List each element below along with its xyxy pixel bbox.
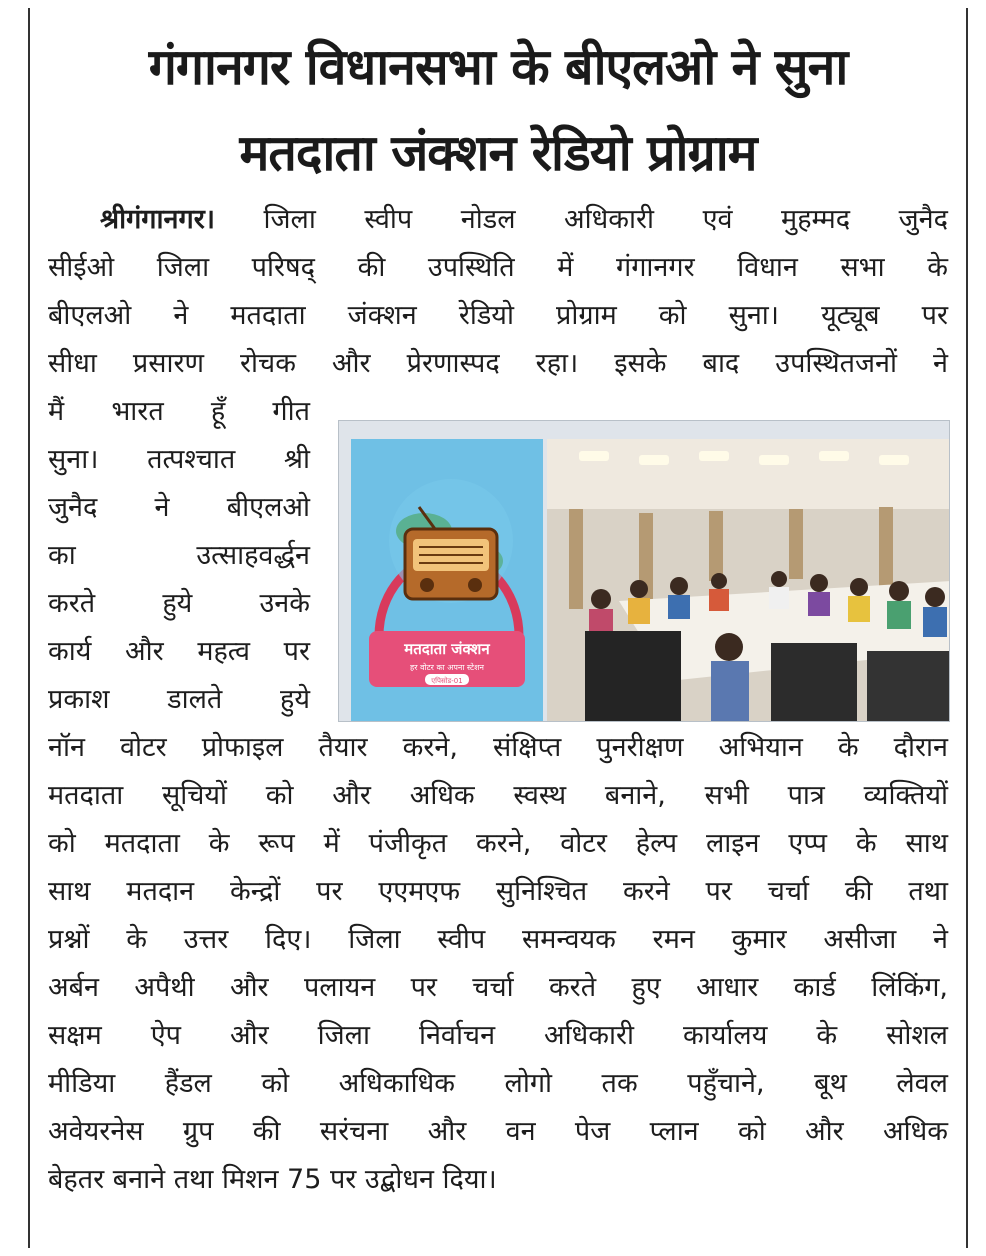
article-line: साथ मतदान केन्द्रों पर एएमएफ सुनिश्चित करने पर चर्चा की तथा	[48, 876, 948, 907]
meeting-hall-photo	[547, 439, 950, 722]
poster-episode: एपिसोड-01	[431, 677, 463, 685]
article-line: मैं भारत हूँ गीत	[48, 396, 310, 427]
article-line: को मतदाता के रूप में पंजीकृत करने, वोटर हेल्प लाइन एप्प के साथ	[48, 828, 948, 859]
article-line: मतदाता सूचियों को और अधिक स्वस्थ बनाने, सभी पात्र व्यक्तियों	[48, 780, 948, 811]
newspaper-clipping	[28, 8, 968, 1248]
article-line: नॉन वोटर प्रोफाइल तैयार करने, संक्षिप्त पुनरीक्षण अभियान के दौरान	[48, 732, 948, 763]
radio-program-poster	[351, 439, 543, 721]
article-line: सुना। तत्पश्चात श्री	[48, 444, 310, 475]
article-line: कार्य और महत्व पर	[48, 636, 310, 667]
article-line: जुनैद ने बीएलओ	[48, 492, 310, 523]
poster-subtitle: हर वोटर का अपना स्टेशन	[410, 663, 484, 672]
article-line: मीडिया हैंडल को अधिकाधिक लोगो तक पहुँचाने, बूथ लेवल	[48, 1068, 948, 1099]
article-line: प्रश्नों के उत्तर दिए। जिला स्वीप समन्वयक रमन कुमार असीजा ने	[48, 924, 948, 955]
poster-title: मतदाता जंक्शन	[404, 640, 490, 658]
article-line: सीईओ जिला परिषद् की उपस्थिति में गंगानगर विधान सभा के	[48, 252, 948, 283]
article-line: करते हुये उनके	[48, 588, 310, 619]
news-photo	[338, 420, 950, 722]
article-line: का उत्साहवर्द्धन	[48, 540, 310, 571]
article-line: अवेयरनेस ग्रुप की सरंचना और वन पेज प्लान को और अधिक	[48, 1116, 948, 1147]
article-line: अर्बन अपैथी और पलायन पर चर्चा करते हुए आधार कार्ड लिंकिंग,	[48, 972, 948, 1003]
article-line: श्रीगंगानगर। जिला स्वीप नोडल अधिकारी एवं मुहम्मद जुनैद	[100, 204, 948, 235]
article-line: बीएलओ ने मतदाता जंक्शन रेडियो प्रोग्राम को सुना। यूट्यूब पर	[48, 300, 948, 331]
article-line: प्रकाश डालते हुये	[48, 684, 310, 715]
headline-line-2: मतदाता जंक्शन रेडियो प्रोग्राम	[239, 124, 757, 182]
article-line: बेहतर बनाने तथा मिशन 75 पर उद्बोधन दिया।	[48, 1164, 497, 1195]
dateline: श्रीगंगानगर।	[100, 204, 215, 235]
article-line: सीधा प्रसारण रोचक और प्रेरणास्पद रहा। इसके बाद उपस्थितजनों ने	[48, 348, 948, 379]
headline-line-1: गंगानगर विधानसभा के बीएलओ ने सुना	[148, 38, 848, 96]
article-line: सक्षम ऐप और जिला निर्वाचन अधिकारी कार्यालय के सोशल	[48, 1020, 948, 1051]
